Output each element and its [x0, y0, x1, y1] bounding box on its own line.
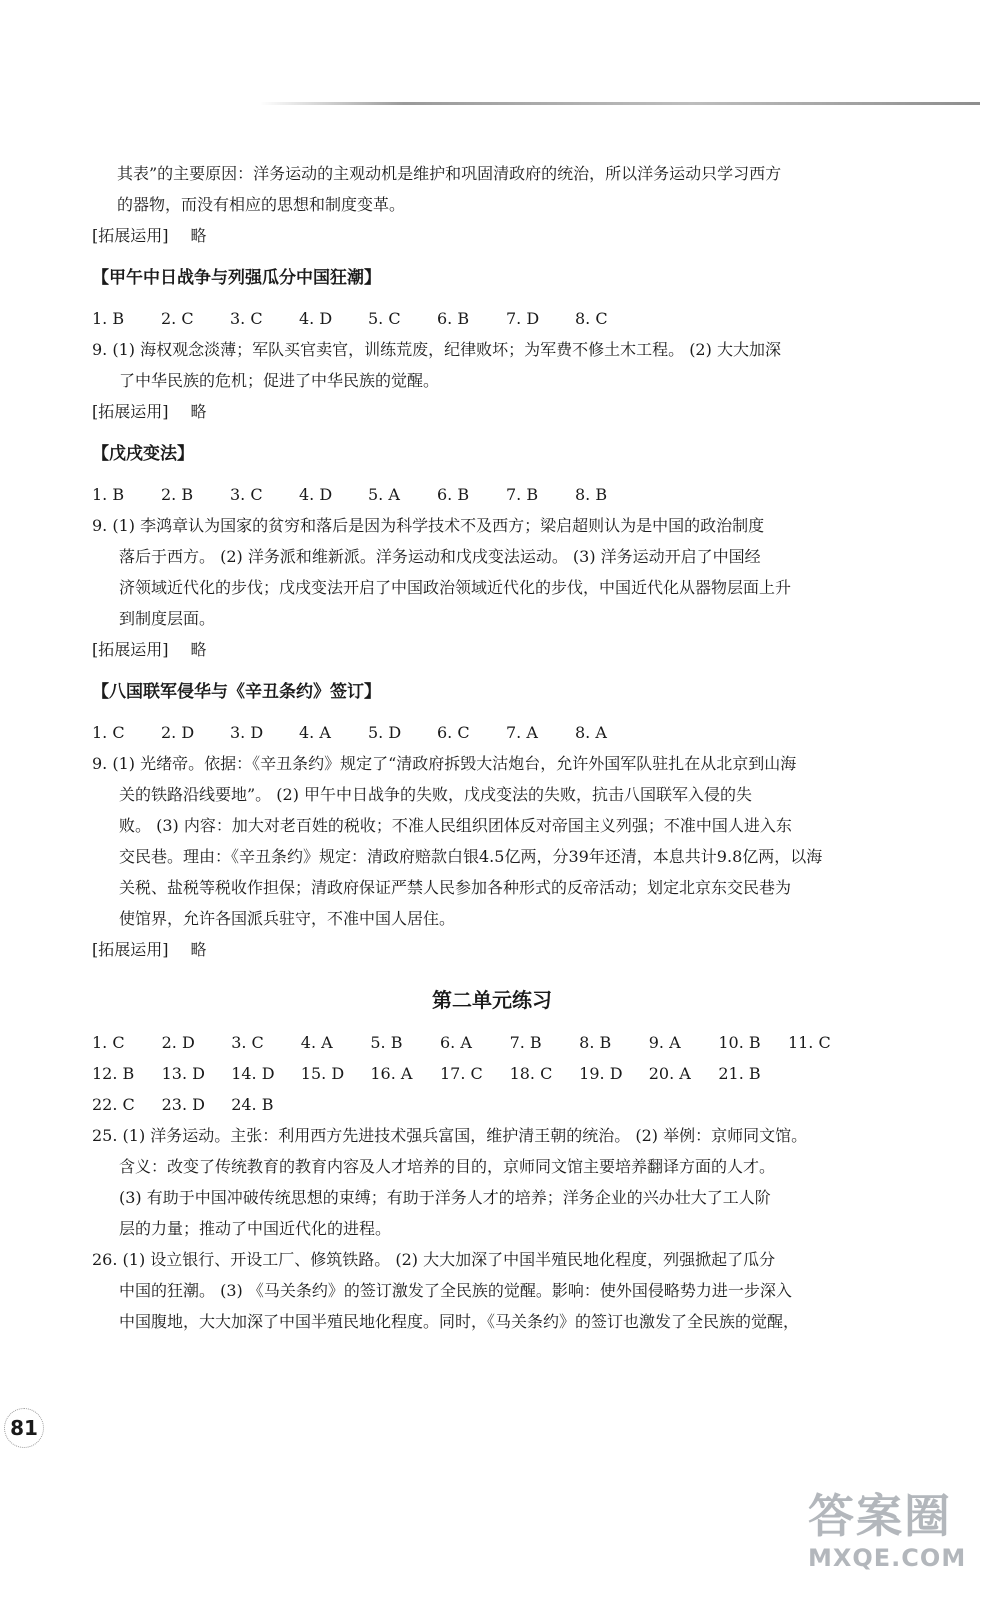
unit-practice	[92, 985, 892, 1337]
answer-item: 8. C	[575, 309, 608, 328]
section-title: 【戊戌变法】	[92, 444, 194, 464]
intro-line: 的器物，而没有相应的思想和制度变革。	[117, 195, 406, 214]
question-9-cont: 败。 (3) 内容：加大对老百姓的税收；不准人民组织团体反对帝国主义列强；不准中国人进入东	[119, 816, 792, 835]
answer-item: 3. C	[231, 1033, 264, 1052]
extension-label: [拓展运用]	[92, 640, 169, 659]
answer-item: 4. A	[300, 1033, 333, 1052]
section-jiawu	[92, 263, 892, 427]
answer-item: 11. C	[787, 1033, 831, 1052]
answer-item: 6. A	[439, 1033, 472, 1052]
answer-item: 4. A	[299, 723, 331, 742]
answer-item: 3. D	[230, 723, 264, 742]
extension-line	[92, 220, 892, 251]
answer-item: 10. B	[718, 1033, 761, 1052]
answer-item: 5. B	[370, 1033, 403, 1052]
unit-title: 第二单元练习	[432, 988, 552, 1012]
answer-item: 3. C	[230, 309, 263, 328]
extension-value: 略	[190, 402, 207, 421]
question-9: 9. (1) 光绪帝。依据：《辛丑条约》规定了“清政府拆毁大沽炮台，允许外国军队驻扎在从北京到山海	[92, 754, 797, 773]
answer-item: 5. C	[368, 309, 401, 328]
extension-label: [拓展运用]	[92, 940, 169, 959]
answer-item: 23. D	[161, 1095, 205, 1114]
watermark	[808, 1488, 988, 1592]
extension-line	[92, 934, 892, 965]
extension-value: 略	[190, 940, 207, 959]
answer-item: 20. A	[648, 1064, 691, 1083]
intro-line: 其表”的主要原因：洋务运动的主观动机是维护和巩固清政府的统治，所以洋务运动只学习西方	[117, 164, 782, 183]
choice-answers	[92, 479, 892, 510]
extension-label: [拓展运用]	[92, 402, 169, 421]
answer-item: 4. D	[299, 485, 333, 504]
answer-item: 6. B	[437, 309, 470, 328]
answer-item: 8. B	[575, 485, 608, 504]
answer-item: 15. D	[300, 1064, 345, 1083]
question-25-cont: 层的力量；推动了中国近代化的进程。	[119, 1219, 392, 1238]
answer-item: 6. C	[437, 723, 470, 742]
question-9-cont: 交民巷。理由：《辛丑条约》规定：清政府赔款白银4.5亿两，分39年还清，本息共计9.8亿两，以海	[119, 847, 823, 866]
section-title: 【八国联军侵华与《辛丑条约》签订】	[92, 682, 381, 702]
answer-item: 22. C	[92, 1095, 135, 1114]
question-9-cont: 关的铁路沿线要地”。 (2) 甲午中日战争的失败，戊戌变法的失败，抗击八国联军入侵的失	[119, 785, 753, 804]
answer-item: 24. B	[231, 1095, 274, 1114]
question-9: 9. (1) 李鸿章认为国家的贫穷和落后是因为科学技术不及西方；梁启超则认为是中国的政治制度	[92, 516, 765, 535]
answer-item: 5. D	[368, 723, 402, 742]
question-9-cont: 使馆界，允许各国派兵驻守，不准中国人居住。	[119, 909, 456, 928]
extension-line	[92, 634, 892, 665]
page-content	[92, 158, 892, 1337]
watermark-url: MXQE.COM	[808, 1544, 967, 1572]
answer-item: 7. D	[506, 309, 540, 328]
answer-item: 7. A	[506, 723, 538, 742]
answer-item: 21. B	[718, 1064, 761, 1083]
question-9-cont: 落后于西方。 (2) 洋务派和维新派。洋务运动和戊戌变法运动。 (3) 洋务运动开启了中国经	[119, 547, 761, 566]
answer-item: 6. B	[437, 485, 470, 504]
answer-item: 7. B	[509, 1033, 542, 1052]
unit-answers-row	[92, 1058, 892, 1089]
question-26-cont: 中国腹地，大大加深了中国半殖民地化程度。同时，《马关条约》的签订也激发了全民族的觉醒，	[119, 1312, 800, 1331]
extension-label: [拓展运用]	[92, 226, 169, 245]
extension-line	[92, 396, 892, 427]
answer-item: 18. C	[509, 1064, 553, 1083]
answer-item: 14. D	[231, 1064, 275, 1083]
answer-item: 1. B	[92, 485, 125, 504]
answer-item: 9. A	[648, 1033, 681, 1052]
answer-item: 13. D	[161, 1064, 205, 1083]
question-26: 26. (1) 设立银行、开设工厂、修筑铁路。 (2) 大大加深了中国半殖民地化程度，列强掀起了瓜分	[92, 1250, 776, 1269]
answer-item: 2. C	[161, 309, 194, 328]
header-rule	[260, 102, 980, 105]
choice-answers	[92, 717, 892, 748]
answer-item: 2. D	[161, 723, 195, 742]
choice-answers	[92, 303, 892, 334]
answer-item: 2. B	[161, 485, 194, 504]
section-title: 【甲午中日战争与列强瓜分中国狂潮】	[92, 268, 381, 288]
question-26-cont: 中国的狂潮。 (3) 《马关条约》的签订激发了全民族的觉醒。影响：使外国侵略势力进一步深入	[119, 1281, 792, 1300]
answer-item: 2. D	[161, 1033, 195, 1052]
answer-item: 3. C	[230, 485, 263, 504]
question-9-cont: 了中华民族的危机；促进了中华民族的觉醒。	[119, 371, 440, 390]
answer-item: 1. C	[92, 1033, 125, 1052]
answer-item: 16. A	[370, 1064, 413, 1083]
question-9-cont: 到制度层面。	[119, 609, 216, 628]
section-baguo	[92, 677, 892, 965]
extension-value: 略	[190, 640, 207, 659]
watermark-logo: 答案圈	[808, 1489, 952, 1543]
question-9: 9. (1) 海权观念淡薄；军队买官卖官，训练荒废，纪律败坏；为军费不修土木工程。 (2) 大大加深	[92, 340, 781, 359]
question-9-cont: 关税、盐税等税收作担保；清政府保证严禁人民参加各种形式的反帝活动；划定北京东交民巷为	[119, 878, 792, 897]
answer-item: 1. C	[92, 723, 125, 742]
answer-item: 4. D	[299, 309, 333, 328]
question-25-cont: 含义：改变了传统教育的教育内容及人才培养的目的，京师同文馆主要培养翻译方面的人才。	[119, 1157, 776, 1176]
extension-value: 略	[190, 226, 207, 245]
unit-answers-row	[92, 1027, 892, 1058]
question-25: 25. (1) 洋务运动。主张：利用西方先进技术强兵富国，维护清王朝的统治。 (2) 举例：京师同文馆。	[92, 1126, 808, 1145]
unit-answers-row	[92, 1089, 892, 1120]
question-9-cont: 济领域近代化的步伐；戊戌变法开启了中国政治领域近代化的步伐，中国近代化从器物层面上升	[119, 578, 792, 597]
answer-item: 19. D	[579, 1064, 623, 1083]
answer-item: 7. B	[506, 485, 539, 504]
answer-item: 1. B	[92, 309, 125, 328]
section-wuxu	[92, 439, 892, 665]
answer-item: 8. A	[575, 723, 607, 742]
answer-item: 8. B	[579, 1033, 612, 1052]
answer-item: 5. A	[368, 485, 400, 504]
answer-item: 12. B	[92, 1064, 135, 1083]
question-25-cont: (3) 有助于中国冲破传统思想的束缚；有助于洋务人才的培养；洋务企业的兴办壮大了工人阶	[119, 1188, 771, 1207]
answer-item: 17. C	[439, 1064, 483, 1083]
page-number: 81	[4, 1408, 44, 1448]
